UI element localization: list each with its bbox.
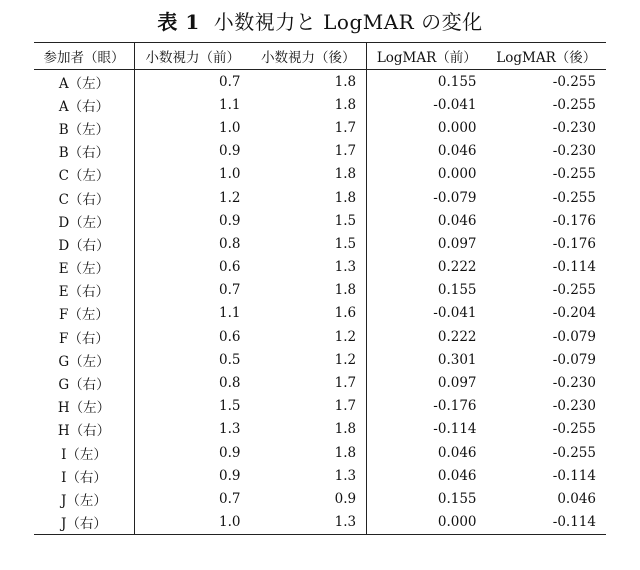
cell-logmar-after: -0.079 xyxy=(552,351,596,368)
cell-participant: D（右） xyxy=(34,232,134,255)
table-row xyxy=(34,441,606,464)
cell-logmar-after: -0.114 xyxy=(487,511,606,535)
cell-decimal-before: 0.9 xyxy=(219,467,241,484)
cell-decimal-before: 1.1 xyxy=(219,305,241,322)
cell-decimal-before: 1.0 xyxy=(219,166,241,183)
cell-logmar-before: 0.155 xyxy=(437,282,477,299)
cell-participant: J（右） xyxy=(34,511,134,535)
cell-decimal-after: 1.5 xyxy=(251,209,367,232)
cell-participant: C（左） xyxy=(34,163,134,186)
cell-logmar-before: -0.079 xyxy=(433,189,477,206)
cell-decimal-before: 1.0 xyxy=(134,511,250,535)
visual-acuity-table xyxy=(34,42,606,535)
cell-participant: B（左） xyxy=(34,116,134,139)
table-row xyxy=(34,163,606,186)
cell-participant: B（右） xyxy=(34,140,134,163)
header-participant: 参加者（眼） xyxy=(34,43,134,70)
cell-logmar-before: -0.041 xyxy=(433,305,477,322)
cell-decimal-before: 1.0 xyxy=(219,119,241,136)
table-row xyxy=(34,511,606,535)
cell-decimal-after: 1.8 xyxy=(251,441,367,464)
header-row xyxy=(34,43,606,70)
cell-logmar-after: -0.230 xyxy=(552,375,596,392)
cell-logmar-before: -0.176 xyxy=(433,398,477,415)
table-row xyxy=(34,93,606,116)
cell-participant: G（左） xyxy=(34,348,134,371)
cell-decimal-after: 1.2 xyxy=(251,325,367,348)
cell-logmar-after: -0.114 xyxy=(552,467,596,484)
cell-participant: C（右） xyxy=(34,186,134,209)
table-row xyxy=(34,487,606,510)
cell-participant: F（右） xyxy=(34,325,134,348)
cell-participant: A（右） xyxy=(34,93,134,116)
cell-logmar-after: -0.255 xyxy=(552,73,596,90)
cell-decimal-before: 1.1 xyxy=(219,96,241,113)
cell-decimal-before: 0.6 xyxy=(219,259,241,276)
table-row xyxy=(34,395,606,418)
table-row xyxy=(34,232,606,255)
cell-participant: H（右） xyxy=(34,418,134,441)
cell-logmar-after: -0.255 xyxy=(552,282,596,299)
table-row xyxy=(34,464,606,487)
cell-decimal-before: 0.7 xyxy=(219,490,241,507)
cell-decimal-after: 1.2 xyxy=(251,348,367,371)
cell-participant: E（右） xyxy=(34,279,134,302)
cell-decimal-after: 1.3 xyxy=(251,256,367,279)
cell-logmar-after: -0.255 xyxy=(552,189,596,206)
cell-decimal-before: 0.9 xyxy=(219,444,241,461)
cell-logmar-after: -0.204 xyxy=(552,305,596,322)
cell-participant: H（左） xyxy=(34,395,134,418)
cell-logmar-before: 0.046 xyxy=(437,212,477,229)
cell-logmar-after: -0.176 xyxy=(552,212,596,229)
cell-decimal-after: 1.8 xyxy=(251,93,367,116)
table-row xyxy=(34,140,606,163)
cell-decimal-before: 1.3 xyxy=(219,421,241,438)
table-caption-label: 表 1 xyxy=(157,10,200,34)
cell-participant: G（右） xyxy=(34,371,134,394)
cell-logmar-before: 0.301 xyxy=(437,351,477,368)
cell-logmar-after: -0.255 xyxy=(552,166,596,183)
cell-participant: J（左） xyxy=(34,487,134,510)
cell-decimal-before: 0.9 xyxy=(219,212,241,229)
cell-logmar-before: -0.041 xyxy=(433,96,477,113)
cell-logmar-before: 0.155 xyxy=(437,73,477,90)
cell-participant: I（右） xyxy=(34,464,134,487)
cell-participant: I（左） xyxy=(34,441,134,464)
cell-decimal-after: 1.8 xyxy=(251,70,367,94)
table-row xyxy=(34,348,606,371)
header-decimal-after: 小数視力（後） xyxy=(251,43,367,70)
header-logmar-before: LogMAR（前） xyxy=(367,43,487,70)
table-header xyxy=(34,43,606,70)
table-body xyxy=(34,70,606,535)
cell-decimal-before: 0.5 xyxy=(219,351,241,368)
cell-decimal-after: 1.7 xyxy=(251,395,367,418)
table-row xyxy=(34,70,606,94)
cell-logmar-after: -0.114 xyxy=(552,259,596,276)
cell-logmar-after: -0.079 xyxy=(552,328,596,345)
cell-decimal-after: 1.8 xyxy=(251,186,367,209)
cell-logmar-after: -0.255 xyxy=(552,421,596,438)
cell-decimal-before: 0.9 xyxy=(219,143,241,160)
cell-logmar-after: -0.255 xyxy=(552,444,596,461)
cell-decimal-after: 1.5 xyxy=(251,232,367,255)
cell-logmar-before: 0.000 xyxy=(437,119,477,136)
cell-decimal-before: 1.5 xyxy=(219,398,241,415)
table-row xyxy=(34,116,606,139)
cell-decimal-after: 0.9 xyxy=(251,487,367,510)
table-caption xyxy=(0,8,640,36)
cell-decimal-before: 0.7 xyxy=(219,282,241,299)
cell-decimal-after: 1.8 xyxy=(251,279,367,302)
cell-decimal-after: 1.7 xyxy=(251,371,367,394)
cell-decimal-after: 1.8 xyxy=(251,163,367,186)
cell-logmar-after: 0.046 xyxy=(557,490,596,507)
cell-decimal-before: 1.2 xyxy=(219,189,241,206)
cell-logmar-after: -0.255 xyxy=(552,96,596,113)
cell-logmar-before: 0.097 xyxy=(437,375,477,392)
table-row xyxy=(34,186,606,209)
cell-decimal-after: 1.3 xyxy=(251,464,367,487)
cell-logmar-after: -0.230 xyxy=(552,119,596,136)
cell-decimal-before: 0.8 xyxy=(219,235,241,252)
cell-logmar-after: -0.230 xyxy=(552,143,596,160)
cell-logmar-after: -0.230 xyxy=(552,398,596,415)
table-caption-title: 小数視力と LogMAR の変化 xyxy=(213,10,483,34)
cell-decimal-after: 1.7 xyxy=(251,116,367,139)
cell-logmar-before: 0.222 xyxy=(437,259,477,276)
cell-logmar-before: 0.222 xyxy=(437,328,477,345)
cell-decimal-before: 0.6 xyxy=(219,328,241,345)
cell-logmar-before: 0.046 xyxy=(437,467,477,484)
cell-logmar-after: -0.176 xyxy=(552,235,596,252)
cell-logmar-before: 0.000 xyxy=(367,511,487,535)
cell-decimal-before: 0.8 xyxy=(219,375,241,392)
cell-participant: E（左） xyxy=(34,256,134,279)
cell-decimal-before: 0.7 xyxy=(219,73,241,90)
header-logmar-after: LogMAR（後） xyxy=(487,43,606,70)
table-row xyxy=(34,209,606,232)
cell-decimal-after: 1.8 xyxy=(251,418,367,441)
cell-logmar-before: 0.000 xyxy=(437,166,477,183)
cell-logmar-before: 0.097 xyxy=(437,235,477,252)
cell-logmar-before: 0.155 xyxy=(437,490,477,507)
cell-participant: F（左） xyxy=(34,302,134,325)
table-row xyxy=(34,371,606,394)
cell-logmar-before: -0.114 xyxy=(433,421,477,438)
cell-decimal-after: 1.3 xyxy=(251,511,367,535)
cell-decimal-after: 1.7 xyxy=(251,140,367,163)
cell-logmar-before: 0.046 xyxy=(437,143,477,160)
table-row xyxy=(34,302,606,325)
table-row xyxy=(34,325,606,348)
table-row xyxy=(34,256,606,279)
cell-participant: D（左） xyxy=(34,209,134,232)
cell-participant: A（左） xyxy=(34,70,134,94)
table-row xyxy=(34,279,606,302)
header-decimal-before: 小数視力（前） xyxy=(134,43,250,70)
cell-decimal-after: 1.6 xyxy=(251,302,367,325)
cell-logmar-before: 0.046 xyxy=(437,444,477,461)
table-row xyxy=(34,418,606,441)
